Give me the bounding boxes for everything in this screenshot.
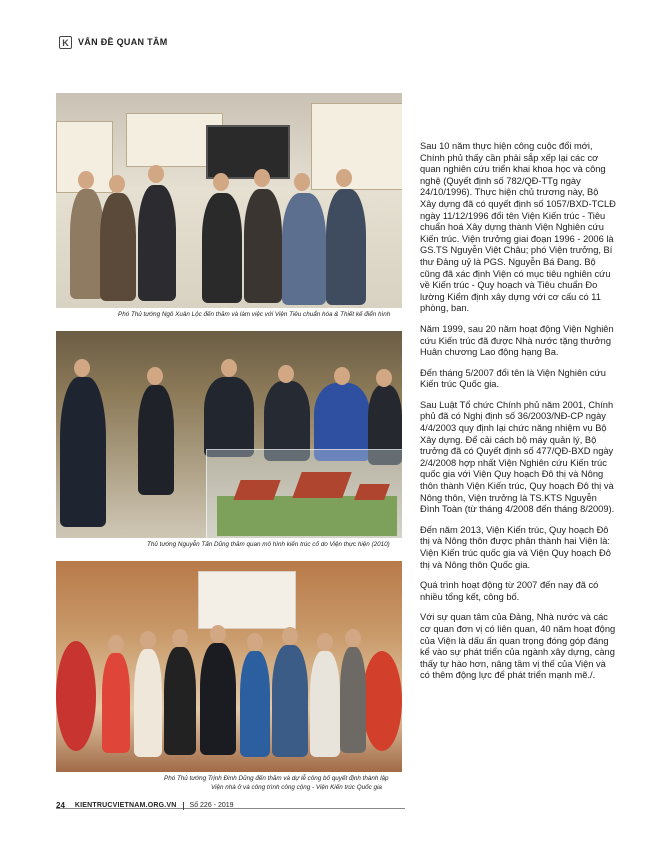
person-figure xyxy=(282,193,326,305)
person-figure xyxy=(204,377,254,457)
article-paragraph: Với sự quan tâm của Đảng, Nhà nước và các cơ quan đơn vị có liên quan, 40 năm hoạt động của Viện là dấu ấn quan trọng đóng góp đáng kể vào sự phát triển của ngành xây dựng, càng thấy tự hào hơn, nâng tầm vị thế của Viện và có thêm động lực để phát triển mạnh mẽ./. xyxy=(420,612,616,681)
issue-number: Số 226 - 2019 xyxy=(189,802,234,809)
person-figure xyxy=(200,643,236,755)
flower-arrangement xyxy=(362,651,402,751)
person-figure xyxy=(138,185,176,301)
person-figure xyxy=(272,645,308,757)
article-paragraph: Quá trình hoạt động từ 2007 đến nay đã có nhiều tổng kết, công bố. xyxy=(420,580,599,602)
person-figure xyxy=(244,189,282,303)
article-paragraph: Năm 1999, sau 20 năm hoạt động Viện Nghiên cứu Kiến trúc đã được Nhà nước tặng thưởng Huân chương Lao động hạng Ba. xyxy=(420,323,614,358)
page-footer xyxy=(56,801,234,810)
person-figure xyxy=(100,193,136,301)
person-figure xyxy=(60,377,106,527)
page-number: 24 xyxy=(56,801,65,810)
ceremony-banner xyxy=(198,571,296,629)
person-figure xyxy=(70,189,104,299)
photo-visit-institute xyxy=(56,93,402,308)
wall-poster xyxy=(311,103,402,190)
person-figure xyxy=(310,651,340,757)
magazine-logo-icon: K xyxy=(59,36,72,49)
person-figure xyxy=(340,647,366,753)
photo-caption-line-2: Viện nhà ở và công trình công cộng - Viện Kiến trúc Quốc gia xyxy=(211,784,382,791)
photo-model-tour xyxy=(56,331,402,538)
person-figure xyxy=(134,649,162,757)
section-header xyxy=(59,34,168,50)
person-figure xyxy=(102,653,130,753)
framed-picture xyxy=(206,125,290,179)
person-figure xyxy=(202,193,242,303)
magazine-name: KIENTRUCVIETNAM.ORG.VN xyxy=(74,802,177,809)
person-figure xyxy=(326,189,366,305)
model-display-case xyxy=(206,449,402,538)
photo-caption: Thủ tướng Nguyễn Tấn Dũng thăm quan mô hình kiến trúc cố do Viện thực hiện (2010) xyxy=(147,541,390,548)
article-paragraph: Sau Luật Tổ chức Chính phủ năm 2001, Chính phủ đã có Nghị định số 36/2003/NĐ-CP ngày 4/4/2003 quy định lại chức năng nhiệm vụ Bộ Xây dựng. Để cải cách bộ máy quản lý, Bộ trưởng đã có Quyết định số 477/QĐ-BXD ngày 2/4/2008 hợp nhất Viện Nghiên cứu Kiến trúc quốc gia với Viện Quy hoạch Đô thị và Nông thôn thành Viện Kiến trúc, Quy hoạch Đô thị và Nông thôn, Viện trưởng là TS.KTS Nguyễn Đình Toàn (từ tháng 4/2008 đến tháng 8/2009). xyxy=(420,399,615,515)
photo-caption: Phó Thủ tướng Ngô Xuân Lộc đến thăm và làm việc với Viện Tiêu chuẩn hóa & Thiết kế điển hình xyxy=(118,311,391,318)
article-paragraph: Đến năm 2013, Viện Kiến trúc, Quy hoạch Đô thị và Nông thôn được phân thành hai Viện là: Viện Kiến trúc quốc gia và Viện Quy hoạch Đô thị và Nông thôn Quốc gia. xyxy=(420,524,611,570)
flower-arrangement xyxy=(56,641,96,751)
person-figure xyxy=(164,647,196,755)
footer-separator xyxy=(183,802,184,810)
person-figure xyxy=(240,651,270,757)
article-body xyxy=(420,141,617,691)
photo-announcement-ceremony xyxy=(56,561,402,772)
section-title: VẤN ĐỀ QUAN TÂM xyxy=(78,37,168,47)
person-figure xyxy=(138,385,174,495)
article-paragraph: Sau 10 năm thực hiện công cuộc đổi mới, Chính phủ thấy cần phải sắp xếp lại các cơ quan nghiên cứu triển khai khoa học và công nghệ (Quyết định số 782/QĐ-TTg ngày 24/10/1996). Thực hiện chủ trương này, Bộ Xây dựng đã có quyết định số 1057/BXD-TCLĐ ngày 11/12/1996 đổi tên Viện Kiến trúc - Tiêu chuẩn hoá Xây dựng thành Viện Nghiên cứu Kiến trúc. Viện trưởng giai đoạn 1996 - 2006 là GS.TS Nguyễn Việt Châu; phó Viện trưởng, Bí thư Đảng uỷ là PGS. Nguyễn Bá Đang. Bộ cũng đã xác định Viện có mục tiêu nghiên cứu về Kiến trúc - Quy hoạch và Tiêu chuẩn Đo lường Kiểm định xây dựng với cơ cấu có 11 phòng, ban. xyxy=(420,141,616,314)
photo-caption-line-1: Phó Thủ tướng Trịnh Đình Dũng đến thăm và dự lễ công bố quyết định thành lập xyxy=(164,775,389,782)
article-paragraph: Đến tháng 5/2007 đổi tên là Viện Nghiên cứu Kiến trúc Quốc gia. xyxy=(420,367,606,390)
